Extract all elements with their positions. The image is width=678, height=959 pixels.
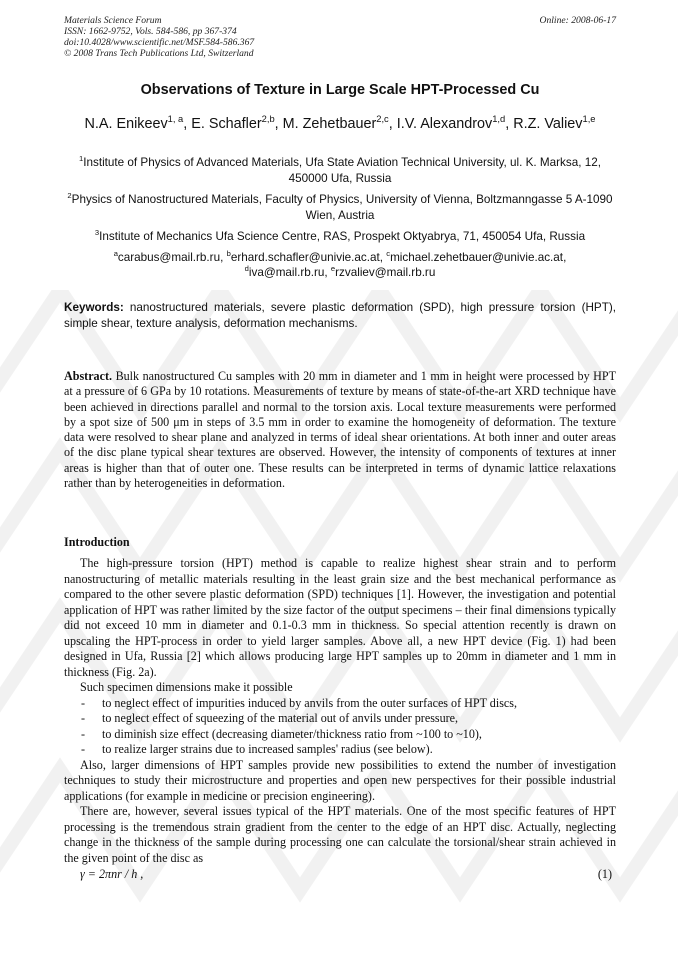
doi: doi:10.4028/www.scientific.net/MSF.584-586.367 <box>64 37 255 48</box>
email-link[interactable]: erhard.schafler@univie.ac.at <box>230 251 380 264</box>
email-sup: e <box>330 264 336 274</box>
abstract <box>64 369 616 491</box>
author-sup: 1, a <box>167 114 184 125</box>
author-sup: 1,d <box>492 114 506 125</box>
affiliation-text: Physics of Nanostructured Materials, Faculty of Physics, University of Vienna, Boltzmanngasse 5 A-1090 Wien, Austria <box>71 193 613 222</box>
list-item <box>64 696 616 712</box>
email-sup: a <box>113 249 118 259</box>
email-sup: d <box>244 264 249 274</box>
affiliation-sup: 2 <box>67 191 72 201</box>
paragraph: Such specimen dimensions make it possible <box>80 680 293 694</box>
paragraph: There are, however, several issues typical of the HPT materials. One of the most specific features of HPT processing is the tremendous strain gradient from the center to the edge of an HPT disc. Actually, neglecting change in the thickness of the sample during processing one can calculate the torsional/shear strain achieved in the given point of the disc as <box>64 804 616 865</box>
email-link[interactable]: rzvaliev@mail.rb.ru <box>335 266 436 279</box>
list-dash: - <box>81 742 86 756</box>
abstract-label: Abstract. <box>64 369 113 383</box>
equation-number: (1) <box>597 867 612 881</box>
journal-name: Materials Science Forum <box>64 15 162 26</box>
email-sup: c <box>386 249 391 259</box>
keywords-label: Keywords: <box>64 301 124 314</box>
online-date: Online: 2008-06-17 <box>539 15 616 26</box>
paragraph: Also, larger dimensions of HPT samples provide new possibilities to extend the number of investigation techniques to study their microstructure and properties and open new perspectives for their possible industrial applications (for example in medicine or precision engineering). <box>64 757 616 803</box>
abstract-text: Bulk nanostructured Cu samples with 20 mm in diameter and 1 mm in height were processed by HPT at a pressure of 6 GPa by 10 rotations. Measurements of texture by means of state-of-the-art XRD technique have been achieved in directions parallel and normal to the torsion axis. Local texture measurements were performed by a spot size of 500 μm in steps of 3.5 mm in order to examine the homogeneity of deformation. The texture data were resolved to shear plane and analyzed in terms of ideal shear orientations. At both inner and outer areas of the disc plane typical shear textures are observed. However, the intensity of components of textures at inner areas is higher than that of outer one. These results can be interpreted in terms of dynamic lattice relaxations rather than by heterogeneities in deformation. <box>64 369 617 491</box>
author-name: R.Z. Valiev <box>513 116 583 132</box>
author-sup: 2,b <box>261 114 275 125</box>
introduction-body <box>64 556 616 884</box>
journal-header <box>64 15 616 59</box>
author-sup: 1,e <box>582 114 596 125</box>
email-link[interactable]: iva@mail.rb.ru <box>248 266 325 279</box>
paragraph: The high-pressure torsion (HPT) method is capable to realize highest shear strain and to perform nanostructuring of metallic materials resulting in the least grain size and the best mechanical performance as compared to the other severe plastic deformation (SPD) techniques [1]. However, the investigation and potential application of HPT was rather limited by the size factor of the output specimens – their final dimensions typically did not exceed 10 mm in diameter and 0.1-0.3 mm in thickness. So special attention recently is drawn on upscaling the HPT-process in order to yield larger samples. Above all, a new HPT device (Fig. 1) had been designed in Ufa, Russia [2] which allows producing large HPT samples up to 20mm in diameter and 1 mm in thickness (Fig. 2a). <box>64 556 616 679</box>
list-item-text: to neglect effect of squeezing of the material out of anvils under pressure, <box>102 711 459 725</box>
list-item <box>64 711 616 727</box>
list-dash: - <box>81 695 86 710</box>
equation-formula: γ = 2πnr / h , <box>80 867 144 881</box>
email-link[interactable]: michael.zehetbauer@univie.ac.at <box>390 251 564 264</box>
list-dash: - <box>81 711 86 725</box>
author-name: N.A. Enikeev <box>84 116 168 132</box>
email-link[interactable]: carabus@mail.rb.ru <box>117 251 221 264</box>
equation <box>64 867 616 884</box>
list-item-text: to neglect effect of impurities induced by anvils from the outer surfaces of HPT discs, <box>102 695 517 710</box>
affiliation-text: Institute of Physics of Advanced Materials, Ufa State Aviation Technical University, ul. K. Marksa, 12, 450000 Ufa, Russia <box>83 156 601 185</box>
author-list: N.A. Enikeev$^{1, a}$, E. Schafler$^{2,b}$, M. Zehetbauer$^{2,c}$, I.V. Alexandrov$^{1,d}$, R.Z. Valiev$^{1,e}$ <box>84 114 596 132</box>
affiliation <box>64 155 616 187</box>
author-name: M. Zehetbauer <box>282 116 377 132</box>
keywords-text: nanostructured materials, severe plastic deformation (SPD), high pressure torsion (HPT), simple shear, texture analysis, deformation mechanisms. <box>64 301 616 330</box>
email-sup: b <box>226 249 231 259</box>
list-item <box>64 742 616 758</box>
list-item-text: to realize larger strains due to increased samples' radius (see below). <box>102 742 433 756</box>
affiliation-sup: 1 <box>79 154 84 164</box>
issn: ISSN: 1662-9752, Vols. 584-586, pp 367-374 <box>64 26 237 37</box>
list-dash: - <box>81 726 86 741</box>
affiliation <box>64 192 616 224</box>
author-name: I.V. Alexandrov <box>396 116 493 132</box>
affiliation-text: Institute of Mechanics Ufa Science Centre, RAS, Prospekt Oktyabrya, 71, 450054 Ufa, Russia <box>99 230 586 243</box>
paper-title: Observations of Texture in Large Scale HPT-Processed Cu <box>140 82 540 98</box>
keywords <box>64 300 616 332</box>
bullet-list <box>64 696 616 758</box>
section-heading: Introduction <box>64 535 130 549</box>
affiliation-sup: 3 <box>94 228 100 238</box>
affiliation <box>64 229 616 245</box>
email-list: $^a$carabus@mail.rb.ru, $^b$erhard.schafler@univie.ac.at, $^c$michael.zehetbauer@univie.ac.at, $^d$iva@mail.rb.ru, $^e$rzvaliev@mail.rb.ru <box>113 249 567 279</box>
author-sup: 2,c <box>376 114 389 125</box>
author-name: E. Schafler <box>191 116 262 132</box>
list-item <box>64 727 616 743</box>
copyright: © 2008 Trans Tech Publications Ltd, Switzerland <box>64 48 254 59</box>
list-item-text: to diminish size effect (decreasing diameter/thickness ratio from ~100 to ~10), <box>102 726 482 741</box>
